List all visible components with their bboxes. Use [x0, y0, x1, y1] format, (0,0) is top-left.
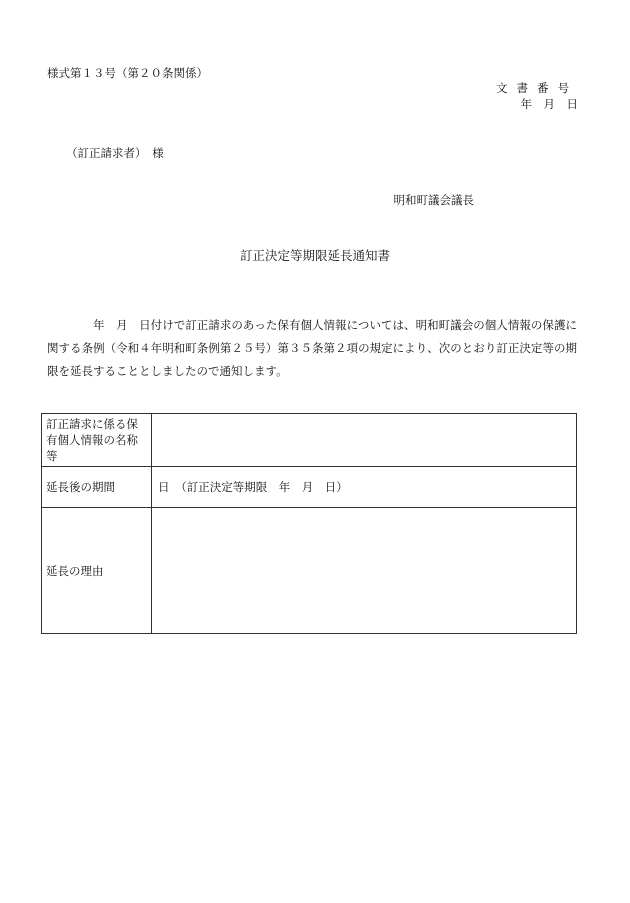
addressee: （訂正請求者） 様: [66, 146, 164, 160]
form-number: 様式第１３号（第２０条関係）: [47, 66, 208, 80]
row-label: 延長の理由: [42, 508, 152, 634]
document-title: 訂正決定等期限延長通知書: [239, 248, 390, 263]
sender: 明和町議会議長: [393, 193, 474, 207]
row-value: [152, 508, 577, 634]
document-number: 文書番号: [496, 81, 578, 95]
table-row: [42, 508, 577, 634]
body-text: 年 月 日付けで訂正請求のあった保有個人情報については、明和町議会の個人情報の保護に関する条例（令和４年明和町条例第２５号）第３５条第２項の規定により、次のとおり訂正決定等の期限を延長することとしましたので通知します。: [47, 318, 577, 378]
row-value: [152, 414, 577, 467]
row-value: 日 （訂正決定等期限 年 月 日）: [152, 467, 577, 508]
row-label: 延長後の期間: [42, 467, 152, 508]
info-table: [41, 413, 577, 634]
document-date: 年 月 日: [520, 97, 578, 111]
row-label: 訂正請求に係る保有個人情報の名称等: [42, 414, 152, 467]
table-row: [42, 414, 577, 467]
table-row: [42, 467, 577, 508]
